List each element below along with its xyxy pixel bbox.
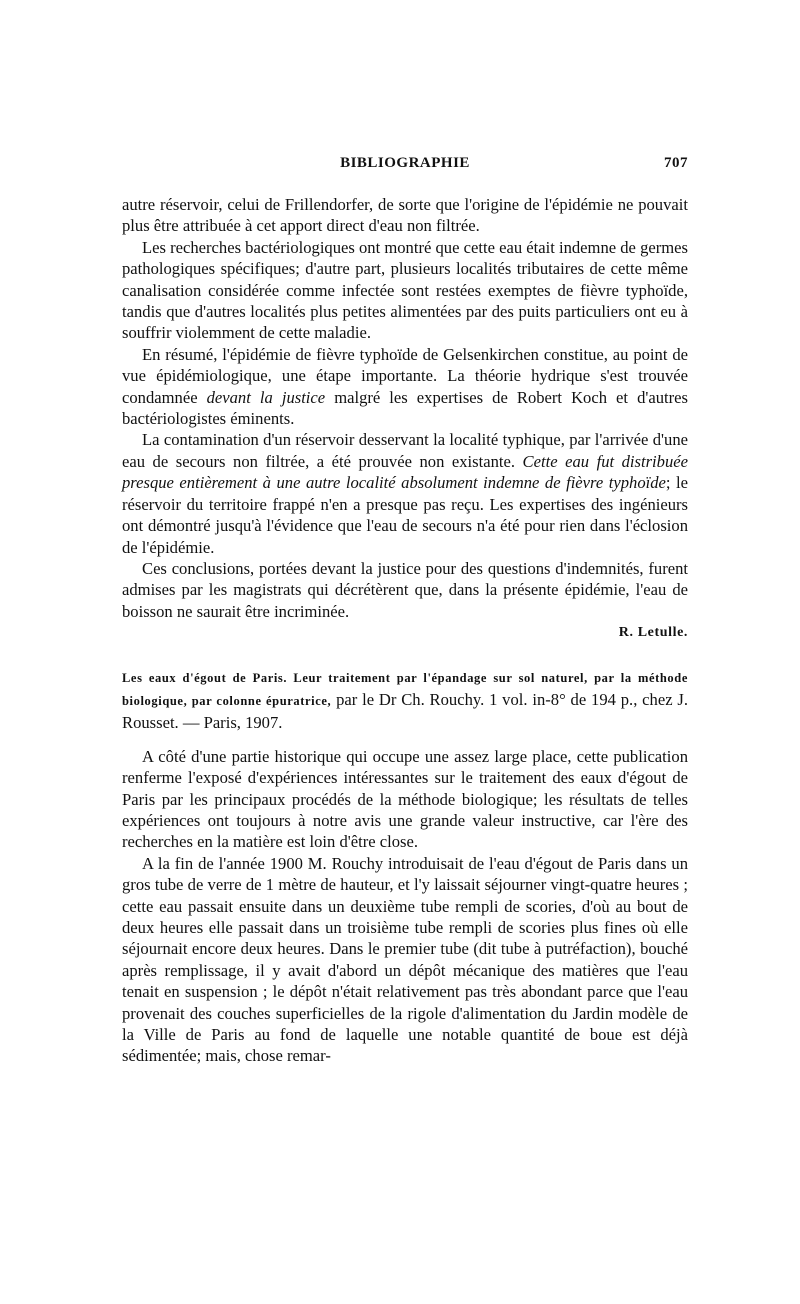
review-heading (122, 666, 688, 734)
emphasis-justice: devant la justice (206, 387, 326, 407)
review-paragraph-2: A la fin de l'année 1900 M. Rouchy introduisait de l'eau d'égout de Paris dans un gros tube de verre de 1 mètre de hauteur, et l'y laissait séjourner vingt-quatre heures ; cette eau passait ensuite dans un deuxième tube rempli de scories, d'où au bout de deux heures elle passait dans un troisième tube rempli de scories plus fines où elle séjournait encore deux heures. Dans le premier tube (dit tube à putréfaction), bouché après remplissage, il y avait d'abord un dépôt mécanique des matières que l'eau tenait en suspension ; le dépôt n'était relativement pas très abondant parce que l'eau provenait des couches superficielles de la rigole d'alimentation du Jardin modèle de la Ville de Paris au fond de laquelle une notable quantité de boue est déjà sédimentée; mais, chose remar- (122, 853, 688, 1066)
review-title: Les eaux d'égout de Paris. Leur traitement par l'épandage sur sol naturel, par la méthode biologique, par colonne épuratrice, (122, 670, 688, 708)
book-page (122, 155, 688, 1067)
emphasis-distribution: Cette eau fut distribuée presque entièrement à une autre localité absolument indemne de fièvre typhoïde (122, 451, 688, 493)
paragraph-summary: En résumé, l'épidémie de fièvre typhoïde de Gelsenkirchen constitue, au point de vue épidémiologique, une étape importante. La théorie hydrique s'est trouvée condamnée devant la justice malgré les expertises de Robert Koch et d'autres bactériologistes éminents. (122, 344, 688, 429)
running-head (122, 155, 688, 177)
paragraph-bacteriology: Les recherches bactériologiques ont montré que cette eau était indemne de germes pathologiques spécifiques; d'autre part, plusieurs localités tributaires de cette même canalisation considérée comme infectée sont restées exemptes de fièvre typhoïde, tandis que d'autres localités plus petites alimentées par des puits particuliers ont eu à souffrir violemment de cette maladie. (122, 237, 688, 343)
author-signature: R. Letulle. (618, 625, 688, 641)
page-number: 707 (664, 155, 688, 171)
review-body (122, 746, 688, 1067)
paragraph-continued: autre réservoir, celui de Frillendorfer, de sorte que l'origine de l'épidémie ne pouvait plus être attribuée à cet apport direct d'eau non filtrée. (122, 195, 688, 236)
review-paragraph-1: A côté d'une partie historique qui occupe une assez large place, cette publication renferme l'exposé d'expériences intéressantes sur le traitement des eaux d'égout de Paris par les principaux procédés de la méthode biologique; les résultats de telles expériences ont toujours à notre avis une grande valeur instructive, car l'ère des recherches en la matière est loin d'être close. (122, 746, 688, 852)
body-text (122, 194, 688, 1067)
review-citation: par le Dr Ch. Rouchy. 1 vol. in-8° de 194 p., chez J. Rousset. — Paris, 1907. (122, 689, 688, 733)
running-title: BIBLIOGRAPHIE (340, 155, 470, 171)
paragraph-conclusions: Ces conclusions, portées devant la justice pour des questions d'indemnités, furent admises par les magistrats qui décrétèrent que, dans la présente épidémie, l'eau de boisson ne saurait être incriminée. (122, 558, 688, 621)
paragraph-contamination: La contamination d'un réservoir desservant la localité typhique, par l'arrivée d'une eau de secours non filtrée, a été prouvée non existante. Cette eau fut distribuée presque entièrement à une autre localité absolument indemne de fièvre typhoïde; le réservoir du territoire frappé n'en a presque pas reçu. Les expertises des ingénieurs ont démontré jusqu'à l'évidence que l'eau de secours n'a été pour rien dans l'éclosion de l'épidémie. (122, 430, 689, 557)
